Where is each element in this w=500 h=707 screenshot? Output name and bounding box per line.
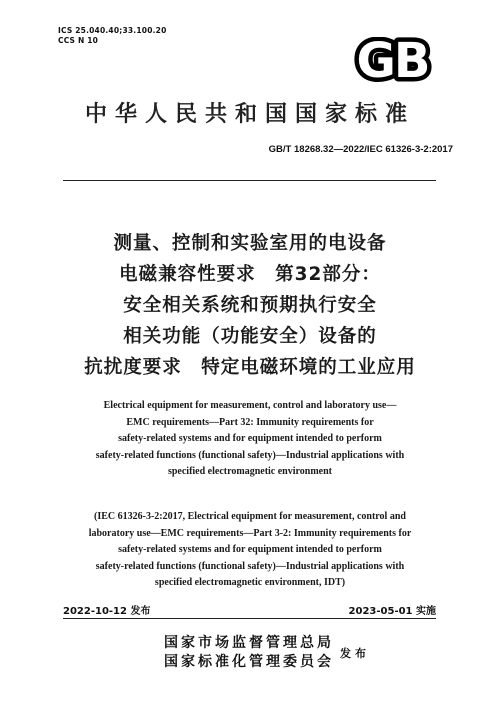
standard-number: GB/T 18268.32—2022/IEC 61326-3-2:2017 <box>268 144 453 155</box>
publish-label: 发布 <box>340 647 370 660</box>
english-title-line: specified electromagnetic environment <box>167 466 333 478</box>
ics-code: ICS 25.040.40;33.100.20 <box>58 26 167 35</box>
iec-note-line: (IEC 61326-3-2:2017, Electrical equipment for measurement, control and <box>94 511 406 522</box>
iec-note-line: laboratory use—EMC requirements—Part 3-2: Immunity requirements for <box>88 527 412 539</box>
national-standard-title: 中华人民共和国国家标准 <box>84 101 415 127</box>
chinese-title-line: 测量、控制和实验室用的电设备 <box>113 233 387 254</box>
chinese-title-line: 电磁兼容性要求 第32部分： <box>119 264 381 285</box>
footer-divider <box>63 618 436 619</box>
chinese-title-line: 抗扰度要求 特定电磁环境的工业应用 <box>84 357 416 378</box>
issuing-authorities <box>164 634 334 672</box>
header-divider <box>63 180 436 181</box>
iec-note-line: safety-related systems and for equipment intended to perform <box>118 544 382 556</box>
iec-note-line: safety-related functions (functional safety)—Industrial applications with <box>95 560 405 572</box>
issuer-sac: 国家标准化管理委员会 <box>164 654 334 670</box>
gb-logo <box>343 37 442 82</box>
english-title-line: safety-related functions (functional safety)—Industrial applications with <box>95 449 405 461</box>
english-title <box>0 398 500 481</box>
chinese-title-line: 相关功能（功能安全）设备的 <box>123 326 377 347</box>
svg-text:GB: GB <box>356 37 429 82</box>
english-title-line: Electrical equipment for measurement, control and laboratory use— <box>103 400 397 411</box>
iec-note-line: specified electromagnetic environment, IDT) <box>154 577 346 589</box>
implementation-date: 2023-05-01 实施 <box>348 606 436 617</box>
issuer-samr: 国家市场监督管理总局 <box>164 635 334 651</box>
classification-codes <box>58 26 167 46</box>
english-title-line: safety-related systems and for equipment intended to perform <box>118 433 382 445</box>
issue-date: 2022-10-12 发布 <box>63 606 151 617</box>
chinese-title-line: 安全相关系统和预期执行安全 <box>123 295 377 316</box>
english-title-line: EMC requirements—Part 32: Immunity requirements for <box>126 416 374 428</box>
chinese-title <box>0 228 500 383</box>
ccs-code: CCS N 10 <box>58 36 99 45</box>
iec-equivalence-note <box>0 509 500 592</box>
